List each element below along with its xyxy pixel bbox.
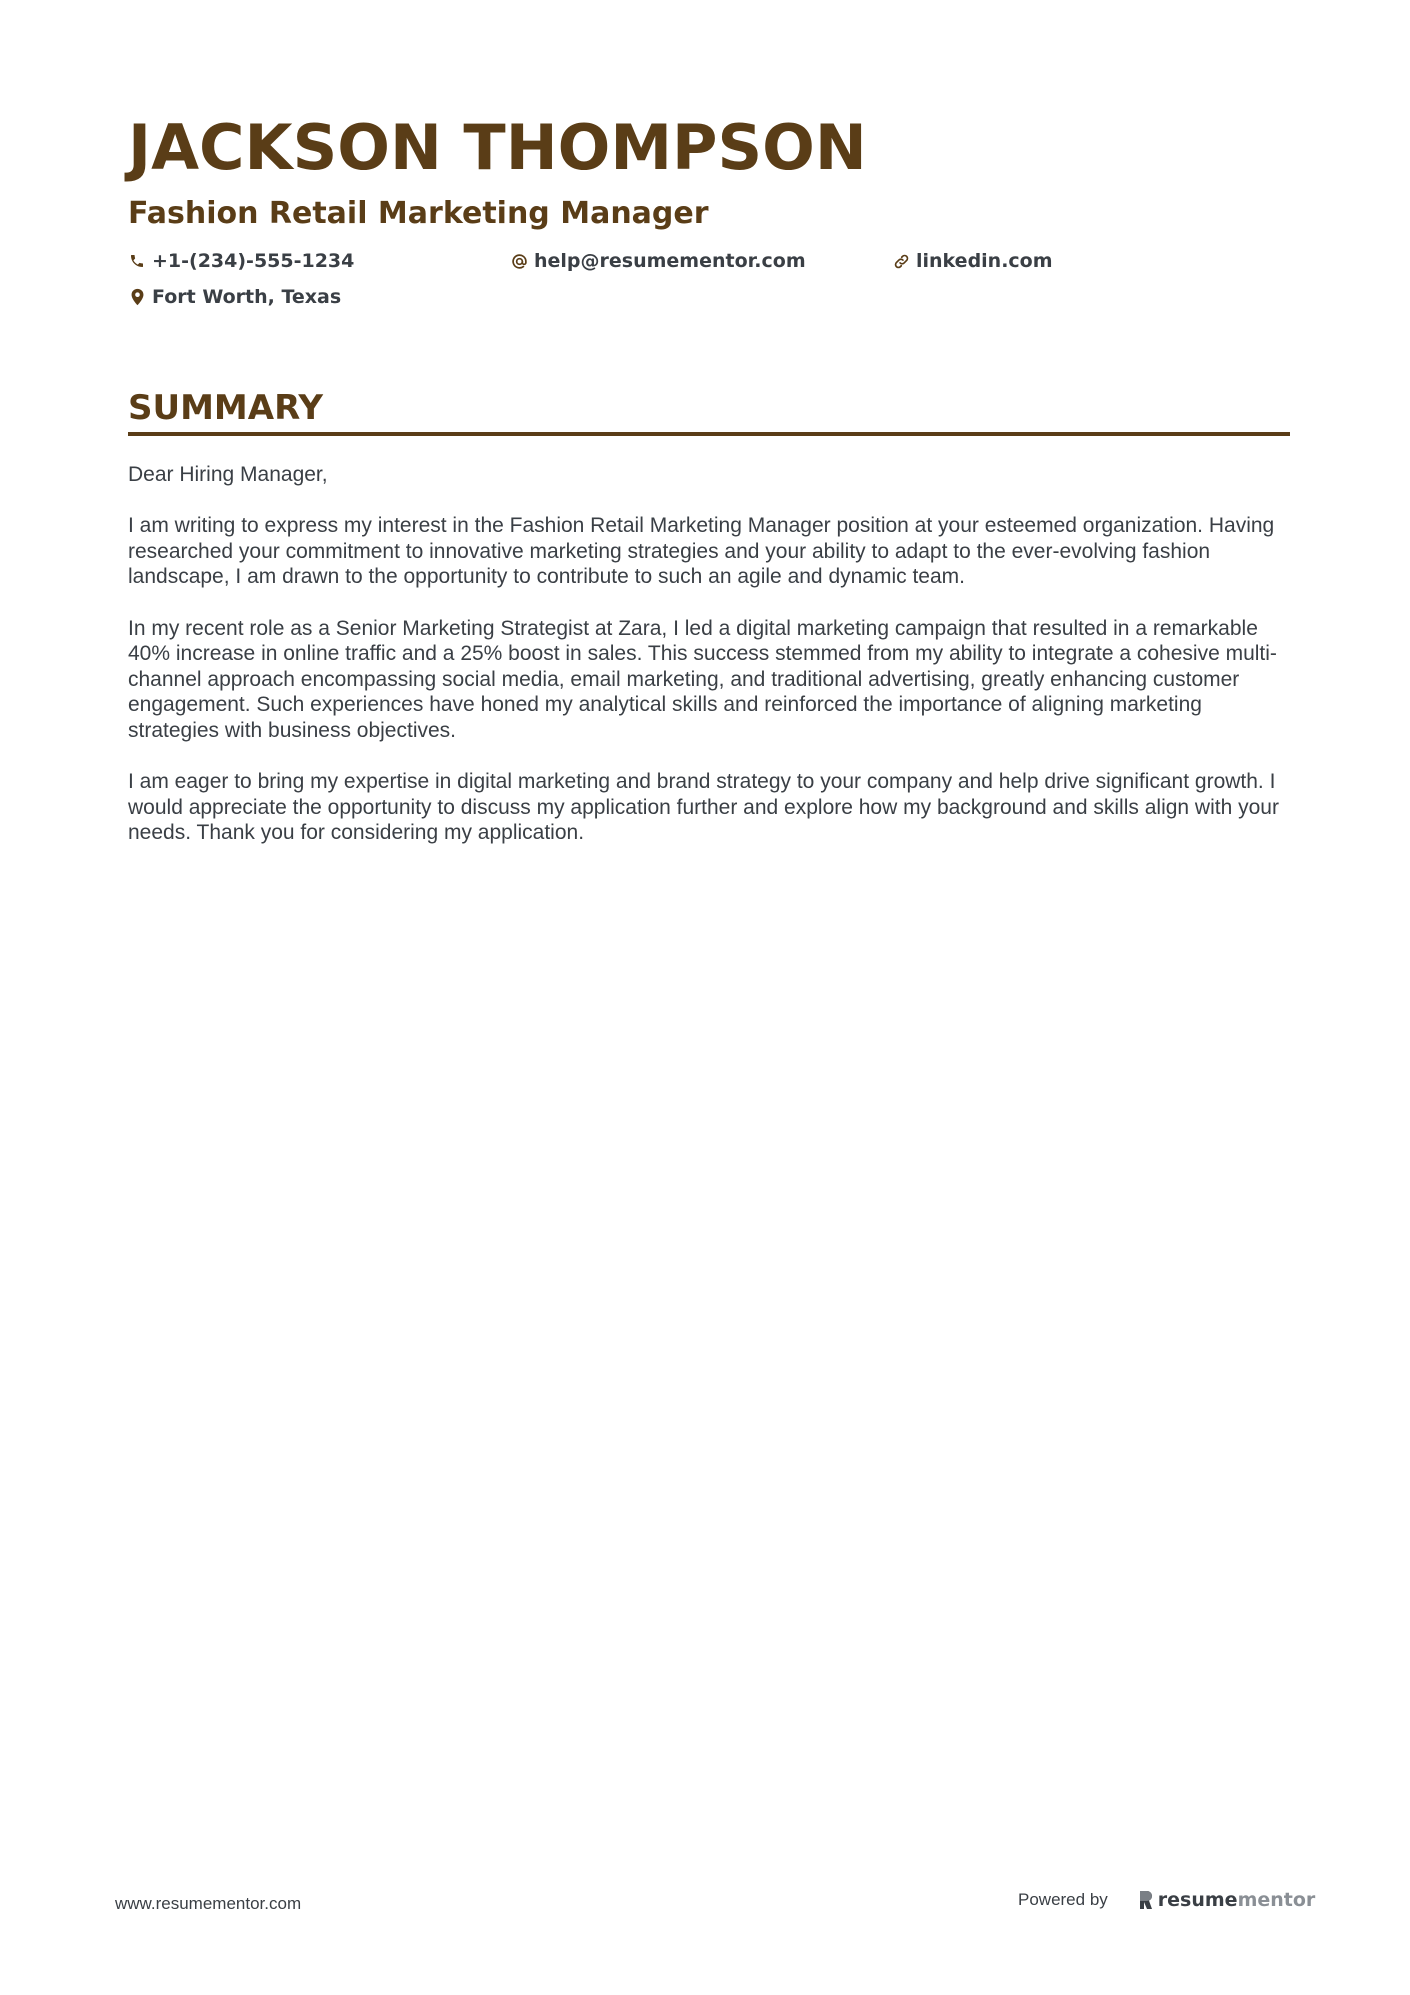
phone-icon: [128, 252, 146, 270]
salutation: Dear Hiring Manager,: [128, 463, 328, 486]
contact-phone[interactable]: [128, 246, 354, 276]
header: [128, 108, 1288, 316]
brand-name-light: mentor: [1237, 1889, 1316, 1911]
contact-location: [128, 282, 341, 312]
contact-info: [128, 246, 1288, 316]
brand-logo[interactable]: [1138, 1889, 1316, 1911]
section-divider: [128, 432, 1290, 436]
paragraph: I am writing to express my interest in the Fashion Retail Marketing Manager position at your esteemed organization. Having researched your commitment to innovative marketing strategies and your ability to adapt to the ever-evolving fashion landscape, I am drawn to the opportunity to contribute to such an agile and dynamic team.: [128, 514, 1275, 589]
footer-powered: [1018, 1889, 1315, 1911]
resumementor-logo-icon: [1138, 1889, 1154, 1911]
location-text: Fort Worth, Texas: [152, 286, 342, 308]
paragraph: In my recent role as a Senior Marketing Strategist at Zara, I led a digital marketing campaign that resulted in a remarkable 40% increase in online traffic and a 25% boost in sales. This success stemmed from my ability to integrate a cohesive multi-channel approach encompassing social media, email marketing, and traditional advertising, greatly enhancing customer engagement. Such experiences have honed my analytical skills and reinforced the importance of aligning marketing strategies with business objectives.: [128, 616, 1277, 742]
paragraph: I am eager to bring my expertise in digital marketing and brand strategy to your company and help drive significant growth. I would appreciate the opportunity to discuss my application further and explore how my background and skills align with your needs. Thank you for considering my application.: [128, 770, 1279, 845]
candidate-name: JACKSON THOMPSON: [128, 111, 867, 184]
brand-name-bold: resume: [1157, 1889, 1238, 1911]
linkedin-text: linkedin.com: [916, 250, 1053, 272]
summary-heading: SUMMARY: [128, 388, 324, 428]
phone-text: +1-(234)-555-1234: [152, 250, 355, 272]
contact-linkedin[interactable]: [892, 246, 1053, 276]
link-icon: [892, 252, 910, 270]
powered-by-text: Powered by: [1018, 1890, 1108, 1909]
email-text: help@resumementor.com: [534, 250, 806, 272]
contact-email[interactable]: [510, 246, 806, 276]
job-title: Fashion Retail Marketing Manager: [128, 196, 709, 231]
at-icon: [510, 252, 528, 270]
map-pin-icon: [128, 288, 146, 306]
footer-website[interactable]: www.resumementor.com: [115, 1894, 302, 1913]
summary-body: [128, 462, 1298, 872]
